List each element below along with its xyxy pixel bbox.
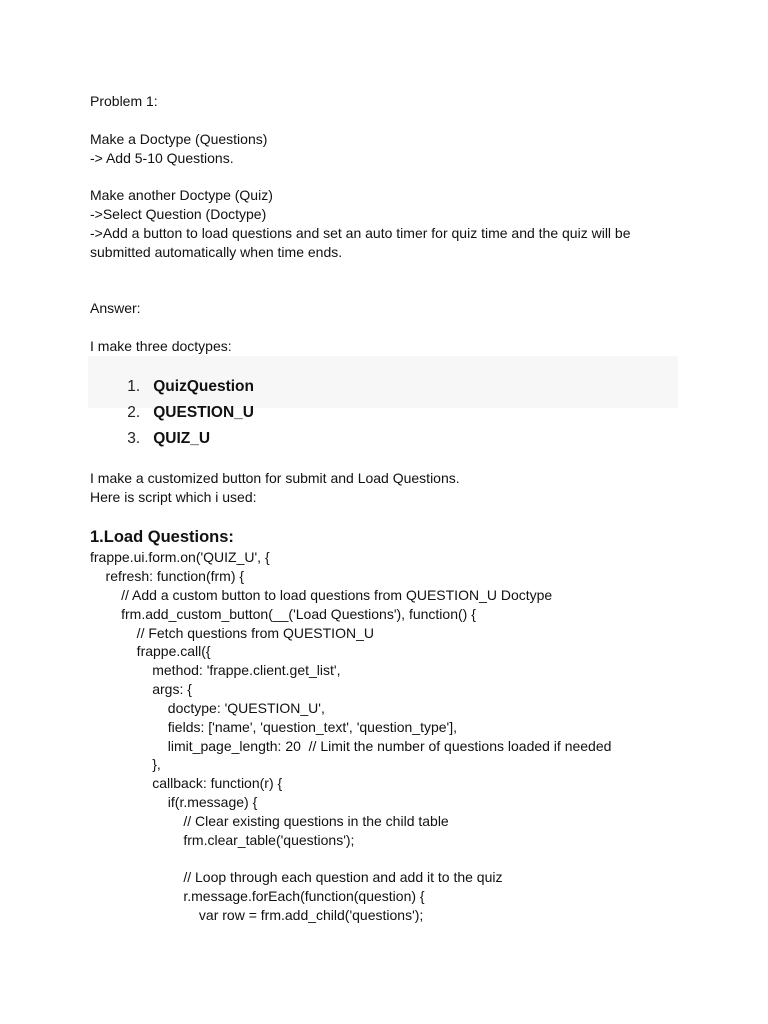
answer-paragraph: Here is script which i used:	[90, 489, 257, 505]
code-line: // Clear existing questions in the child table	[90, 813, 449, 829]
code-line: frappe.call({	[90, 643, 211, 659]
code-line: r.message.forEach(function(question) {	[90, 888, 425, 904]
code-line: fields: ['name', 'question_text', 'question_type'],	[90, 719, 458, 735]
code-line: // Loop through each question and add it to the quiz	[90, 869, 503, 885]
problem-line: ->Select Question (Doctype)	[90, 206, 267, 222]
code-line: limit_page_length: 20 // Limit the number of questions loaded if needed	[90, 738, 612, 754]
answer-paragraph: I make a customized button for submit and Load Questions.	[90, 470, 460, 486]
answer-intro: I make three doctypes:	[90, 338, 232, 354]
list-number: 2.	[127, 404, 141, 421]
code-line: if(r.message) {	[90, 794, 258, 810]
problem-line: ->Add a button to load questions and set an auto timer for quiz time and the quiz will be	[90, 225, 631, 241]
problem-line: Make a Doctype (Questions)	[90, 131, 268, 147]
list-number: 1.	[127, 378, 141, 395]
code-line: frm.clear_table('questions');	[90, 832, 355, 848]
problem-line: Make another Doctype (Quiz)	[90, 187, 273, 203]
code-line: // Fetch questions from QUESTION_U	[90, 625, 374, 641]
list-item	[110, 409, 210, 469]
doctype-name: QUIZ_U	[153, 430, 211, 447]
list-number: 3.	[127, 430, 141, 447]
code-line: var row = frm.add_child('questions');	[90, 907, 424, 923]
code-line: refresh: function(frm) {	[90, 568, 245, 584]
code-line: // Add a custom button to load questions from QUESTION_U Doctype	[90, 587, 553, 603]
code-line: frappe.ui.form.on('QUIZ_U', {	[90, 549, 270, 565]
code-line: method: 'frappe.client.get_list',	[90, 662, 341, 678]
problem-title: Problem 1:	[90, 93, 158, 109]
code-line: callback: function(r) {	[90, 775, 283, 791]
code-line: },	[90, 756, 161, 772]
section-heading: 1.Load Questions:	[90, 528, 234, 546]
code-line: frm.add_custom_button(__('Load Questions'), function() {	[90, 606, 476, 622]
problem-line: -> Add 5-10 Questions.	[90, 150, 234, 166]
doctype-name: QUESTION_U	[153, 404, 254, 421]
answer-title: Answer:	[90, 300, 141, 316]
code-line: doctype: 'QUESTION_U',	[90, 700, 325, 716]
code-line: args: {	[90, 681, 192, 697]
doctype-name: QuizQuestion	[153, 378, 254, 395]
problem-line: submitted automatically when time ends.	[90, 244, 343, 260]
